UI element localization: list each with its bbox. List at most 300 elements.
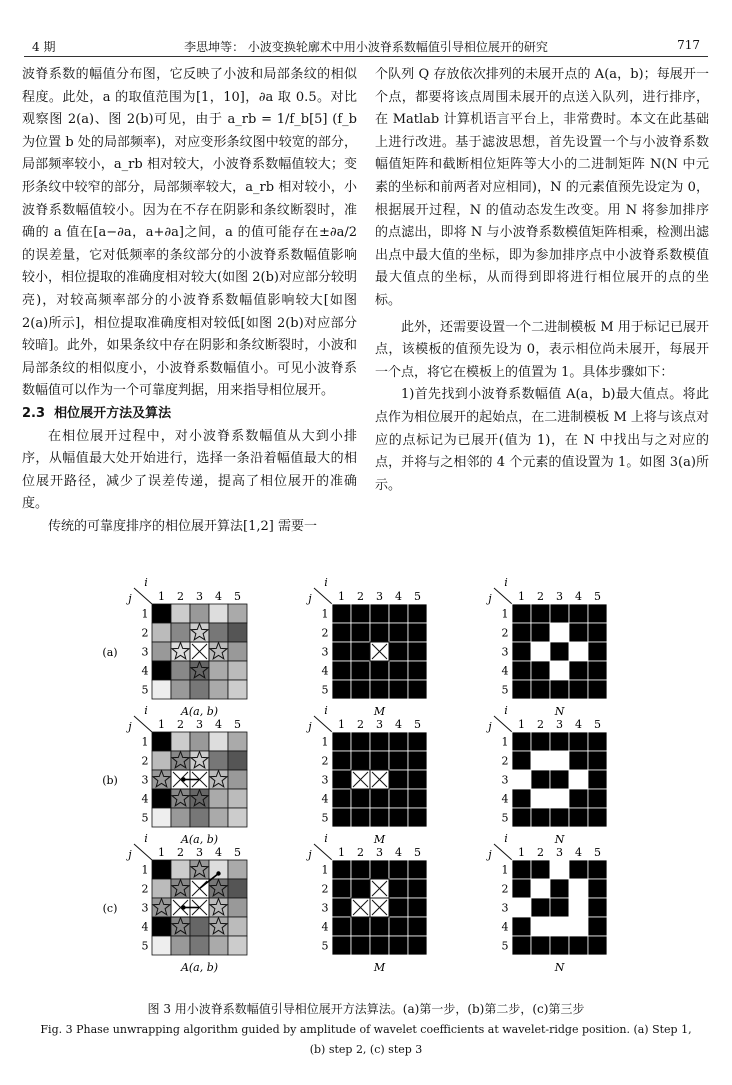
mask-cell	[351, 879, 370, 898]
filter-cell	[512, 642, 531, 661]
amplitude-cell	[190, 732, 209, 751]
running-header	[24, 38, 708, 57]
mask-cell	[351, 604, 370, 623]
row-tick-label: 4	[501, 664, 509, 678]
axis-i-label: i	[144, 576, 148, 589]
col-tick-label: 1	[158, 590, 165, 603]
col-tick-label: 5	[234, 846, 241, 859]
mask-cell	[332, 623, 351, 642]
filter-cell	[569, 604, 588, 623]
section-heading	[22, 403, 357, 426]
row-tick-label: 5	[141, 939, 149, 953]
mask-cell	[370, 860, 389, 879]
row-tick-label: 1	[321, 863, 329, 877]
col-tick-label: 3	[376, 718, 383, 731]
section-number: 2.3	[22, 405, 46, 421]
col-tick-label: 3	[556, 718, 563, 731]
col-tick-label: 5	[414, 590, 421, 603]
row-tick-label: 4	[141, 664, 149, 678]
mask-cell	[389, 860, 408, 879]
figure-caption-en: Fig. 3 Phase unwrapping algorithm guided by amplitude of wavelet coefficients at wavelet-ridge position. (a) Step 1, (b) step 2, (c) step 3	[40, 1023, 692, 1056]
amplitude-cell	[228, 789, 247, 808]
col-tick-label: 1	[158, 846, 165, 859]
mask-cell	[408, 936, 427, 955]
amplitude-cell	[171, 808, 190, 827]
amplitude-cell	[228, 604, 247, 623]
mask-cell	[408, 808, 427, 827]
mask-cell	[408, 751, 427, 770]
amplitude-cell	[228, 661, 247, 680]
filter-cell	[550, 898, 569, 917]
row-tick-label: 3	[321, 773, 329, 787]
mask-cell	[370, 917, 389, 936]
amplitude-cell	[209, 898, 228, 917]
amplitude-cell	[190, 661, 209, 680]
amplitude-cell	[152, 642, 171, 661]
filter-cell	[588, 808, 607, 827]
amplitude-cell	[171, 604, 190, 623]
amplitude-cell	[152, 898, 171, 917]
page-number: 717	[677, 38, 700, 52]
subcaption-M: M	[373, 833, 386, 846]
mask-cell	[351, 808, 370, 827]
axis-diagonal	[494, 716, 512, 732]
amplitude-cell	[228, 917, 247, 936]
amplitude-cell	[228, 936, 247, 955]
filter-cell	[531, 680, 550, 699]
row-tick-label: 5	[501, 683, 509, 697]
mask-cell	[389, 898, 408, 917]
mask-cell	[389, 642, 408, 661]
amplitude-cell	[209, 879, 228, 898]
paragraph: 波脊系数的幅值分布图，它反映了小波和局部条纹的相似程度。此处，a 的取值范围为[1，10]，∂a 取 0.5。对比观察图 2(a)、图 2(b)可见，由于 a_rb = 1/f_b[5] (f_b 为位置 b 处的局部频率)，对应变形条纹图中较宽的部分，局部频率较小，a_rb 相对较大，小波脊系数幅值较大；变形条纹中较窄的部分，局部频率较大，a_rb 相对较小，小波脊系数幅值较小。因为在不存在阴影和条纹断裂时，准确的 a 值在[a−∂a，a+∂a]之间，a 的值可能存在±∂a/2 的误差量，它对低频率的条纹部分的小波脊系数幅值影响较小，相位提取的准确度相对较大(如图 2(b)对应部分较明亮)，对较高频率部分的小波脊系数幅值影响较大[如图 2(a)所示]，相位提取准确度相对较低[如图 2(b)对应部分较暗]。此外，如果条纹中存在阴影和条纹断裂时，小波和局部条纹的相似度小，小波脊系数幅值小。可见小波脊系数幅值可以作为一个可靠度判据，用来指导相位展开。	[22, 67, 357, 399]
col-tick-label: 3	[556, 846, 563, 859]
filter-cell	[569, 642, 588, 661]
mask-cell	[389, 623, 408, 642]
filter-cell	[531, 917, 550, 936]
mask-cell	[408, 661, 427, 680]
col-tick-label: 5	[234, 590, 241, 603]
row-tick-label: 1	[321, 607, 329, 621]
filter-cell	[512, 860, 531, 879]
subcaption-M: M	[373, 961, 386, 974]
amplitude-cell	[228, 680, 247, 699]
amplitude-cell	[228, 751, 247, 770]
filter-cell	[531, 936, 550, 955]
mask-cell	[408, 623, 427, 642]
amplitude-cell	[190, 808, 209, 827]
amplitude-cell	[152, 789, 171, 808]
subcaption-M: M	[373, 705, 386, 718]
filter-cell	[512, 604, 531, 623]
amplitude-cell	[209, 860, 228, 879]
figure-3	[100, 576, 640, 996]
axis-diagonal	[314, 716, 332, 732]
col-tick-label: 2	[357, 846, 364, 859]
col-tick-label: 5	[594, 846, 601, 859]
amplitude-cell	[190, 680, 209, 699]
axis-j-label: j	[488, 720, 492, 733]
amplitude-cell	[209, 680, 228, 699]
mask-cell	[332, 917, 351, 936]
filter-cell	[512, 751, 531, 770]
mask-cell	[351, 661, 370, 680]
filter-cell	[531, 732, 550, 751]
col-tick-label: 4	[575, 590, 582, 603]
filter-cell	[512, 898, 531, 917]
mask-cell	[351, 789, 370, 808]
mask-cell	[332, 642, 351, 661]
col-tick-label: 5	[414, 846, 421, 859]
amplitude-cell	[228, 770, 247, 789]
amplitude-cell	[190, 789, 209, 808]
filter-cell	[550, 808, 569, 827]
amplitude-cell	[152, 860, 171, 879]
filter-cell	[588, 751, 607, 770]
axis-j-label: j	[308, 592, 312, 605]
filter-cell	[588, 680, 607, 699]
filter-cell	[550, 936, 569, 955]
filter-cell	[569, 661, 588, 680]
mask-cell	[332, 860, 351, 879]
filter-cell	[512, 917, 531, 936]
row-tick-label: 5	[321, 683, 329, 697]
row-tick-label: 2	[501, 882, 509, 896]
col-tick-label: 1	[518, 846, 525, 859]
subcaption-N: N	[554, 705, 565, 718]
col-tick-label: 2	[357, 590, 364, 603]
paragraph: 在相位展开过程中，对小波脊系数幅值从大到小排序，从幅值最大处开始进行，选择一条沿着幅值最大的相位展开路径，减少了误差传递，提高了相位展开的准确度。	[22, 428, 357, 512]
row-tick-label: 4	[141, 920, 149, 934]
amplitude-cell	[190, 860, 209, 879]
filter-cell	[569, 808, 588, 827]
figure-3-diagram	[100, 576, 640, 996]
mask-cell	[332, 789, 351, 808]
row-tick-label: 2	[141, 754, 149, 768]
mask-cell	[370, 732, 389, 751]
paragraph: 此外，还需要设置一个二进制模板 M 用于标记已展开点，该模板的值预先设为 0，表示相位尚未展开，每展开一个点，将它在模板上的值置为 1。具体步骤如下：	[375, 319, 709, 380]
filter-cell	[512, 680, 531, 699]
filter-cell	[569, 860, 588, 879]
row-tick-label: 3	[141, 645, 149, 659]
figure-caption-cn: 图 3 用小波脊系数幅值引导相位展开方法算法。(a)第一步，(b)第二步，(c)第三步	[147, 1002, 585, 1016]
issue-number: 4 期	[32, 40, 56, 54]
row-tick-label: 4	[141, 792, 149, 806]
row-tick-label: 2	[141, 882, 149, 896]
filter-cell	[550, 661, 569, 680]
panel-label: (b)	[102, 774, 118, 787]
mask-cell	[389, 936, 408, 955]
axis-i-label: i	[504, 704, 508, 717]
filter-cell	[588, 770, 607, 789]
filter-cell	[588, 623, 607, 642]
filter-cell	[531, 604, 550, 623]
mask-cell	[351, 936, 370, 955]
col-tick-label: 4	[395, 718, 402, 731]
filter-cell	[531, 879, 550, 898]
amplitude-cell	[190, 623, 209, 642]
mask-cell	[370, 936, 389, 955]
mask-cell	[408, 879, 427, 898]
mask-cell	[370, 680, 389, 699]
mask-cell	[408, 898, 427, 917]
axis-i-label: i	[324, 704, 328, 717]
row-tick-label: 3	[321, 645, 329, 659]
filter-cell	[550, 623, 569, 642]
filter-cell	[512, 879, 531, 898]
col-tick-label: 2	[177, 590, 184, 603]
col-tick-label: 5	[414, 718, 421, 731]
row-tick-label: 5	[501, 939, 509, 953]
filter-cell	[588, 604, 607, 623]
amplitude-cell	[152, 808, 171, 827]
mask-cell	[351, 860, 370, 879]
col-tick-label: 3	[376, 846, 383, 859]
row-tick-label: 5	[321, 939, 329, 953]
amplitude-cell	[171, 661, 190, 680]
row-tick-label: 2	[501, 754, 509, 768]
mask-cell	[389, 751, 408, 770]
filter-cell	[550, 879, 569, 898]
mask-cell	[332, 936, 351, 955]
amplitude-cell	[171, 751, 190, 770]
path-arrowhead	[181, 777, 185, 781]
filter-cell	[569, 623, 588, 642]
amplitude-cell	[209, 936, 228, 955]
path-arrowhead	[216, 871, 220, 875]
paragraph: 1)首先找到小波脊系数幅值 A(a，b)最大值点。将此点作为相位展开的起始点，在二进制模板 M 上将与该点对应的点标记为已展开(值为 1)，在 N 中找出与之对应的点，并将与之相邻的 4 个元素的值设置为 1。如图 3(a)所示。	[375, 387, 709, 493]
col-tick-label: 5	[234, 718, 241, 731]
col-tick-label: 1	[338, 718, 345, 731]
amplitude-cell	[152, 936, 171, 955]
axis-i-label: i	[504, 576, 508, 589]
mask-cell	[351, 917, 370, 936]
amplitude-cell	[171, 879, 190, 898]
mask-cell	[408, 680, 427, 699]
col-tick-label: 2	[177, 846, 184, 859]
mask-cell	[351, 680, 370, 699]
amplitude-cell	[152, 732, 171, 751]
filter-cell	[531, 770, 550, 789]
amplitude-cell	[228, 860, 247, 879]
mask-cell	[389, 808, 408, 827]
mask-cell	[370, 604, 389, 623]
col-tick-label: 4	[215, 846, 222, 859]
row-tick-label: 4	[321, 920, 329, 934]
filter-cell	[588, 860, 607, 879]
amplitude-cell	[190, 604, 209, 623]
filter-cell	[569, 898, 588, 917]
col-tick-label: 2	[357, 718, 364, 731]
row-tick-label: 2	[321, 754, 329, 768]
filter-cell	[588, 879, 607, 898]
mask-cell	[408, 604, 427, 623]
row-tick-label: 5	[321, 811, 329, 825]
filter-cell	[512, 770, 531, 789]
axis-i-label: i	[504, 832, 508, 845]
axis-j-label: j	[488, 848, 492, 861]
amplitude-cell	[228, 623, 247, 642]
amplitude-cell	[209, 751, 228, 770]
col-tick-label: 4	[395, 590, 402, 603]
axis-j-label: j	[488, 592, 492, 605]
filter-cell	[531, 661, 550, 680]
amplitude-cell	[209, 770, 228, 789]
filter-cell	[550, 770, 569, 789]
axis-j-label: j	[308, 848, 312, 861]
amplitude-cell	[190, 751, 209, 770]
mask-cell	[408, 642, 427, 661]
axis-diagonal	[314, 588, 332, 604]
amplitude-cell	[152, 661, 171, 680]
amplitude-cell	[152, 604, 171, 623]
filter-cell	[550, 751, 569, 770]
mask-cell	[370, 789, 389, 808]
axis-j-label: j	[128, 592, 132, 605]
row-tick-label: 5	[141, 811, 149, 825]
col-tick-label: 4	[575, 718, 582, 731]
subcaption-A: A(a, b)	[180, 961, 219, 974]
col-tick-label: 5	[594, 718, 601, 731]
filter-cell	[512, 661, 531, 680]
mask-cell	[370, 751, 389, 770]
mask-cell	[408, 789, 427, 808]
mask-cell	[351, 751, 370, 770]
col-tick-label: 3	[196, 846, 203, 859]
row-tick-label: 3	[501, 901, 509, 915]
filter-cell	[588, 898, 607, 917]
filter-cell	[512, 808, 531, 827]
amplitude-cell	[171, 917, 190, 936]
row-tick-label: 5	[141, 683, 149, 697]
mask-cell	[408, 860, 427, 879]
amplitude-cell	[209, 789, 228, 808]
col-tick-label: 2	[537, 590, 544, 603]
mask-cell	[389, 661, 408, 680]
filter-cell	[550, 860, 569, 879]
filter-cell	[550, 642, 569, 661]
filter-cell	[569, 936, 588, 955]
amplitude-cell	[171, 642, 190, 661]
mask-cell	[332, 808, 351, 827]
amplitude-cell	[171, 860, 190, 879]
subcaption-N: N	[554, 833, 565, 846]
mask-cell	[332, 661, 351, 680]
row-tick-label: 2	[501, 626, 509, 640]
panel-label: (a)	[102, 646, 118, 659]
filter-cell	[531, 751, 550, 770]
mask-cell	[408, 917, 427, 936]
axis-j-label: j	[128, 848, 132, 861]
axis-diagonal	[134, 588, 152, 604]
amplitude-cell	[190, 936, 209, 955]
amplitude-cell	[171, 936, 190, 955]
axis-diagonal	[134, 716, 152, 732]
amplitude-cell	[209, 661, 228, 680]
col-tick-label: 2	[537, 846, 544, 859]
filter-cell	[512, 789, 531, 808]
amplitude-cell	[209, 642, 228, 661]
filter-cell	[588, 936, 607, 955]
filter-cell	[569, 751, 588, 770]
mask-cell	[351, 642, 370, 661]
subcaption-A: A(a, b)	[180, 705, 219, 718]
col-tick-label: 2	[177, 718, 184, 731]
col-tick-label: 4	[215, 718, 222, 731]
row-tick-label: 2	[141, 626, 149, 640]
mask-cell	[389, 879, 408, 898]
amplitude-cell	[209, 623, 228, 642]
amplitude-cell	[209, 604, 228, 623]
mask-cell	[332, 770, 351, 789]
col-tick-label: 3	[376, 590, 383, 603]
row-tick-label: 1	[501, 863, 509, 877]
mask-cell	[389, 604, 408, 623]
amplitude-cell	[228, 642, 247, 661]
amplitude-cell	[171, 732, 190, 751]
filter-cell	[569, 732, 588, 751]
axis-i-label: i	[324, 576, 328, 589]
section-title: 相位展开方法及算法	[54, 405, 172, 421]
mask-cell	[332, 604, 351, 623]
col-tick-label: 2	[537, 718, 544, 731]
col-tick-label: 3	[196, 718, 203, 731]
path-arrowhead	[181, 905, 185, 909]
row-tick-label: 1	[501, 735, 509, 749]
filter-cell	[531, 898, 550, 917]
amplitude-cell	[171, 623, 190, 642]
right-column	[375, 64, 709, 497]
running-title: 李思坤等： 小波变换轮廓术中用小波脊系数幅值引导相位展开的研究	[184, 40, 548, 54]
row-tick-label: 1	[141, 735, 149, 749]
amplitude-cell	[152, 680, 171, 699]
axis-i-label: i	[144, 704, 148, 717]
amplitude-cell	[228, 879, 247, 898]
row-tick-label: 1	[321, 735, 329, 749]
filter-cell	[569, 789, 588, 808]
filter-cell	[512, 936, 531, 955]
axis-diagonal	[134, 844, 152, 860]
row-tick-label: 4	[501, 792, 509, 806]
axis-i-label: i	[324, 832, 328, 845]
amplitude-cell	[228, 732, 247, 751]
paragraph: 传统的可靠度排序的相位展开算法[1,2] 需要一	[48, 518, 317, 534]
amplitude-cell	[228, 808, 247, 827]
mask-cell	[389, 680, 408, 699]
filter-cell	[569, 917, 588, 936]
row-tick-label: 5	[501, 811, 509, 825]
paragraph: 个队列 Q 存放依次排列的未展开点的 A(a，b)；每展开一个点，都要将该点周围未展开的点送入队列，进行排序，在 Matlab 计算机语言平台上，非常费时。本文在此基础上进行改进。基于滤波思想，首先设置一个与小波脊系数幅值矩阵和截断相位矩阵等大小的二进制矩阵 N(N 中元素的坐标和前两者对应相同)，N 的元素值预先设定为 0，根据展开过程，N 的值动态发生改变。用 N 将参加排序的点滤出，即将 N 与小波脊系数模值矩阵相乘，检测出滤出点中最大值的坐标，即为参加排序点中小波脊系数模值最大值点的坐标，从而得到即将进行相位展开的点的坐标。	[375, 67, 709, 308]
axis-i-label: i	[144, 832, 148, 845]
amplitude-cell	[171, 789, 190, 808]
filter-cell	[569, 879, 588, 898]
filter-cell	[550, 604, 569, 623]
left-column	[22, 64, 357, 538]
mask-cell	[389, 917, 408, 936]
col-tick-label: 3	[556, 590, 563, 603]
mask-cell	[370, 661, 389, 680]
filter-cell	[531, 623, 550, 642]
mask-cell	[389, 732, 408, 751]
mask-cell	[389, 789, 408, 808]
col-tick-label: 1	[158, 718, 165, 731]
axis-j-label: j	[128, 720, 132, 733]
mask-cell	[332, 751, 351, 770]
mask-cell	[408, 770, 427, 789]
amplitude-cell	[209, 808, 228, 827]
amplitude-cell	[152, 623, 171, 642]
row-tick-label: 1	[141, 863, 149, 877]
